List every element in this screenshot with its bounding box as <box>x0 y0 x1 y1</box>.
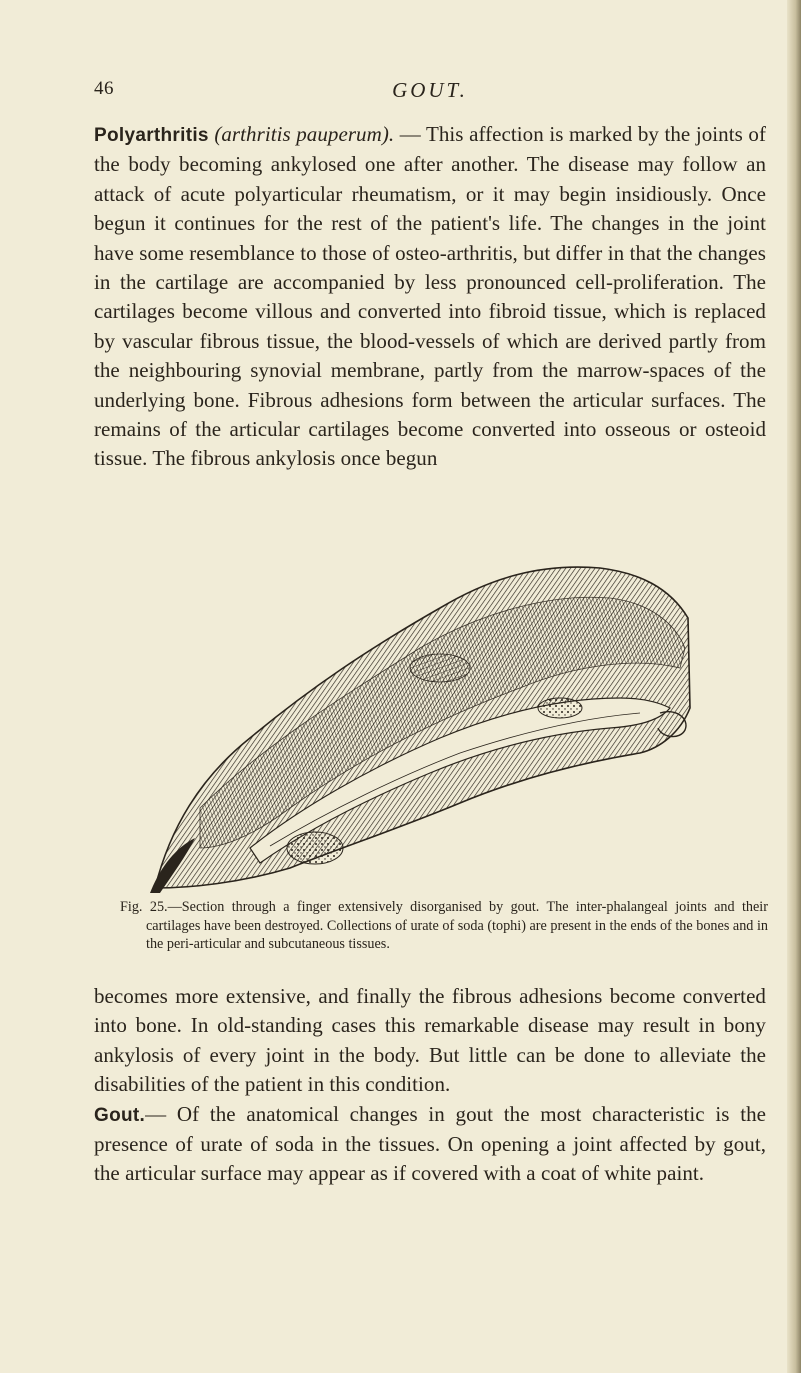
figure-caption <box>120 898 768 954</box>
gout-body-text: — Of the anatomical changes in gout the most characteristic is the presence of urate of soda in the tissues. On opening a joint affected by gout, the articular surface may appear as if covered with a coat of white paint. <box>94 1101 766 1186</box>
gout-heading: Gout. <box>94 1104 146 1126</box>
running-title: GOUT. <box>392 78 468 102</box>
running-head <box>94 78 766 108</box>
figure-label: Fig. 25. <box>120 899 168 915</box>
tophus-deposit <box>410 654 470 682</box>
latin-term: (arthritis pauperum). <box>214 122 395 146</box>
bottom-text <box>94 982 766 1189</box>
polyarthritis-paragraph <box>94 120 766 474</box>
polyarthritis-continuation: becomes more extensive, and finally the fibrous adhesions become converted into bone. In old-standing cases this remarkable disease may result in bony ankylosis of every joint in the body. But little can be done to alleviate the disabilities of the patient in this condition. <box>94 984 766 1097</box>
polyarthritis-body-text: — This affection is marked by the joints of the body becoming ankylosed one after another. The disease may follow an attack of acute polyarticular rheumatism, or it may begin insidiously. Once begun it continues for the rest of the patient's life. The changes in the joint have some resemblance to those of osteo-arthritis, but differ in that the changes in the cartilage are accompanied by less pronounced cell-proliferation. The cartilages become villous and converted into fibroid tissue, which is replaced by vascular fibrous tissue, the blood-vessels of which are derived partly from the neighbouring synovial membrane, partly from the marrow-spaces of the underlying bone. Fibrous adhesions form between the articular surfaces. The remains of the articular cartilages become converted into osseous or osteoid tissue. The fibrous ankylosis once begun <box>94 122 766 471</box>
figure-caption-text: —Section through a finger extensively disorganised by gout. The inter-phalangeal joints and their cartilages have been destroyed. Collections of urate of soda (tophi) are present in the ends of the bones and in the peri-articular and subcutaneous tissues. <box>146 899 768 952</box>
tophus-deposit <box>287 832 343 864</box>
gout-paragraph <box>94 1100 766 1189</box>
page-edge-shadow <box>787 0 801 1373</box>
tophus-deposit <box>538 698 582 718</box>
polyarthritis-heading: Polyarthritis <box>94 125 209 146</box>
finger-section-illustration <box>140 548 700 893</box>
page-number: 46 <box>94 78 114 99</box>
